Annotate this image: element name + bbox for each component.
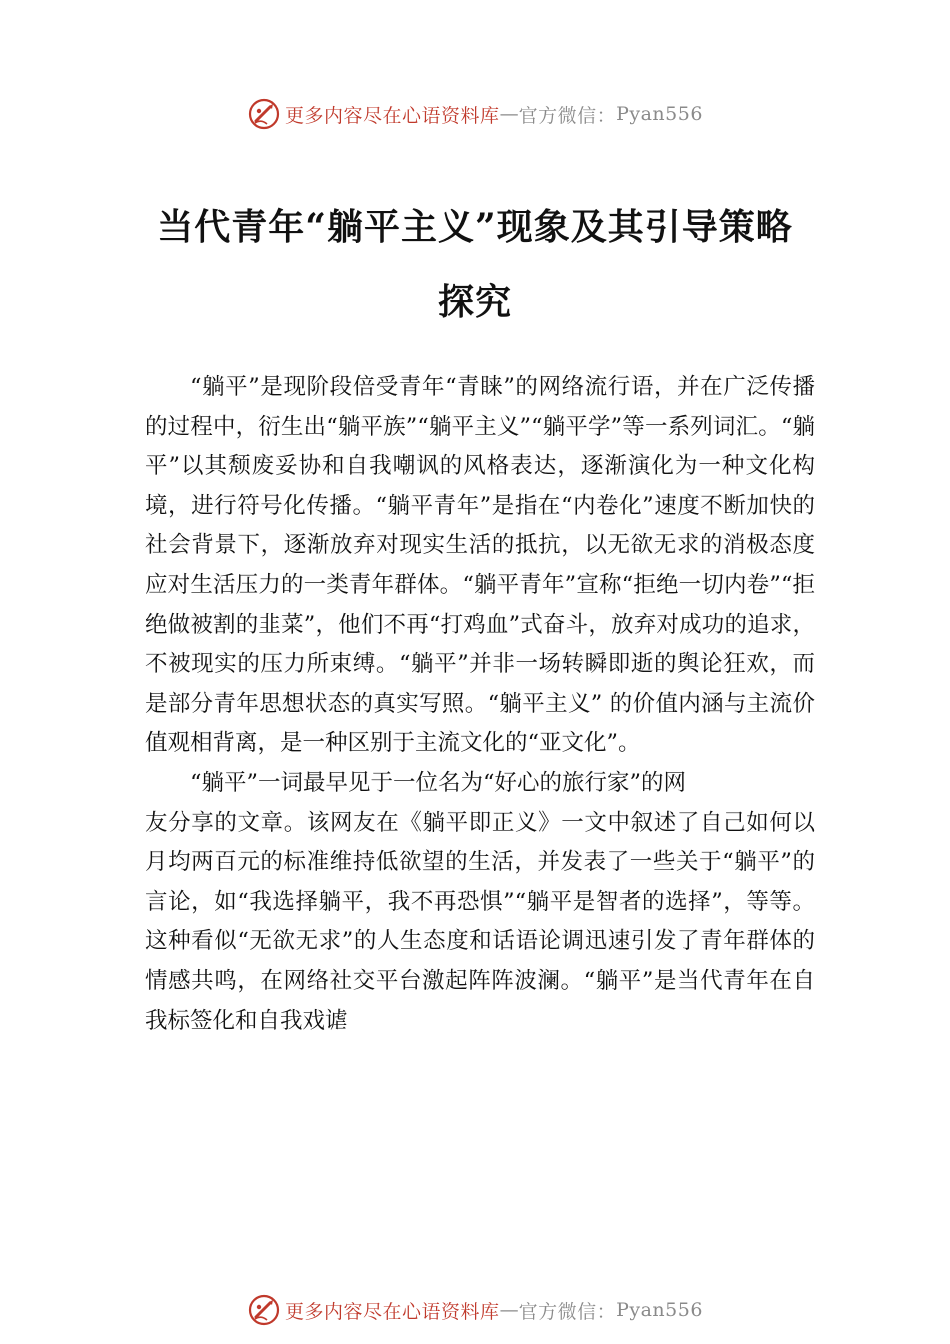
paragraph-1: “躺平”是现阶段倍受青年“青睐”的网络流行语，并在广泛传播的过程中，衍生出“躺平族”“躺平主义”“躺平学”等一系列词汇。“躺平”以其颓废妥协和自我嘲讽的风格表达，逐渐演化为一种文化构境，进行符号化传播。“躺平青年”是指在“内卷化”速度不断加快的社会背景下，逐渐放弃对现实生活的抵抗，以无欲无求的消极态度应对生活压力的一类青年群体。“躺平青年”宣称“拒绝一切内卷”“拒绝做被割的韭菜”，他们不再“打鸡血”式奋斗，放弃对成功的追求，不被现实的压力所束缚。“躺平”并非一场转瞬即逝的舆论狂欢，而是部分青年思想状态的真实写照。“躺平主义” 的价值内涵与主流价值观相背离，是一种区别于主流文化的“亚文化”。 (145, 374, 815, 757)
library-slogan: 更多内容尽在心语资料库 (285, 1300, 500, 1323)
separator-dash: — (499, 103, 519, 125)
document-body (145, 368, 815, 1041)
seal-logo-icon (247, 97, 281, 131)
document-title (100, 190, 850, 340)
library-slogan: 更多内容尽在心语资料库 (285, 104, 500, 127)
footer-banner (0, 1290, 950, 1330)
header-banner (0, 94, 950, 134)
wechat-label: 官方微信： (518, 104, 617, 127)
wechat-label: 官方微信： (518, 1300, 617, 1323)
seal-logo-icon (247, 1293, 281, 1327)
separator-dash: — (499, 1299, 519, 1321)
wechat-id: Pyan556 (616, 103, 703, 125)
paragraph-2-rest: 友分享的文章。该网友在《躺平即正义》一文中叙述了自己如何以月均两百元的标准维持低欲望的生活，并发表了一些关于“躺平”的言论，如“我选择躺平，我不再恐惧”“躺平是智者的选择”，等等。这种看似“无欲无求”的人生态度和话语论调迅速引发了青年群体的情感共鸣，在网络社交平台激起阵阵波澜。“躺平”是当代青年在自我标签化和自我戏谑 (145, 809, 815, 1034)
title-line-2: 探究 (437, 281, 512, 323)
title-line-1: 当代青年“躺平主义”现象及其引导策略 (157, 206, 793, 248)
paragraph-2-line-1: “躺平”一词最早见于一位名为“好心的旅行家”的网 (190, 769, 687, 796)
wechat-id: Pyan556 (616, 1299, 703, 1321)
